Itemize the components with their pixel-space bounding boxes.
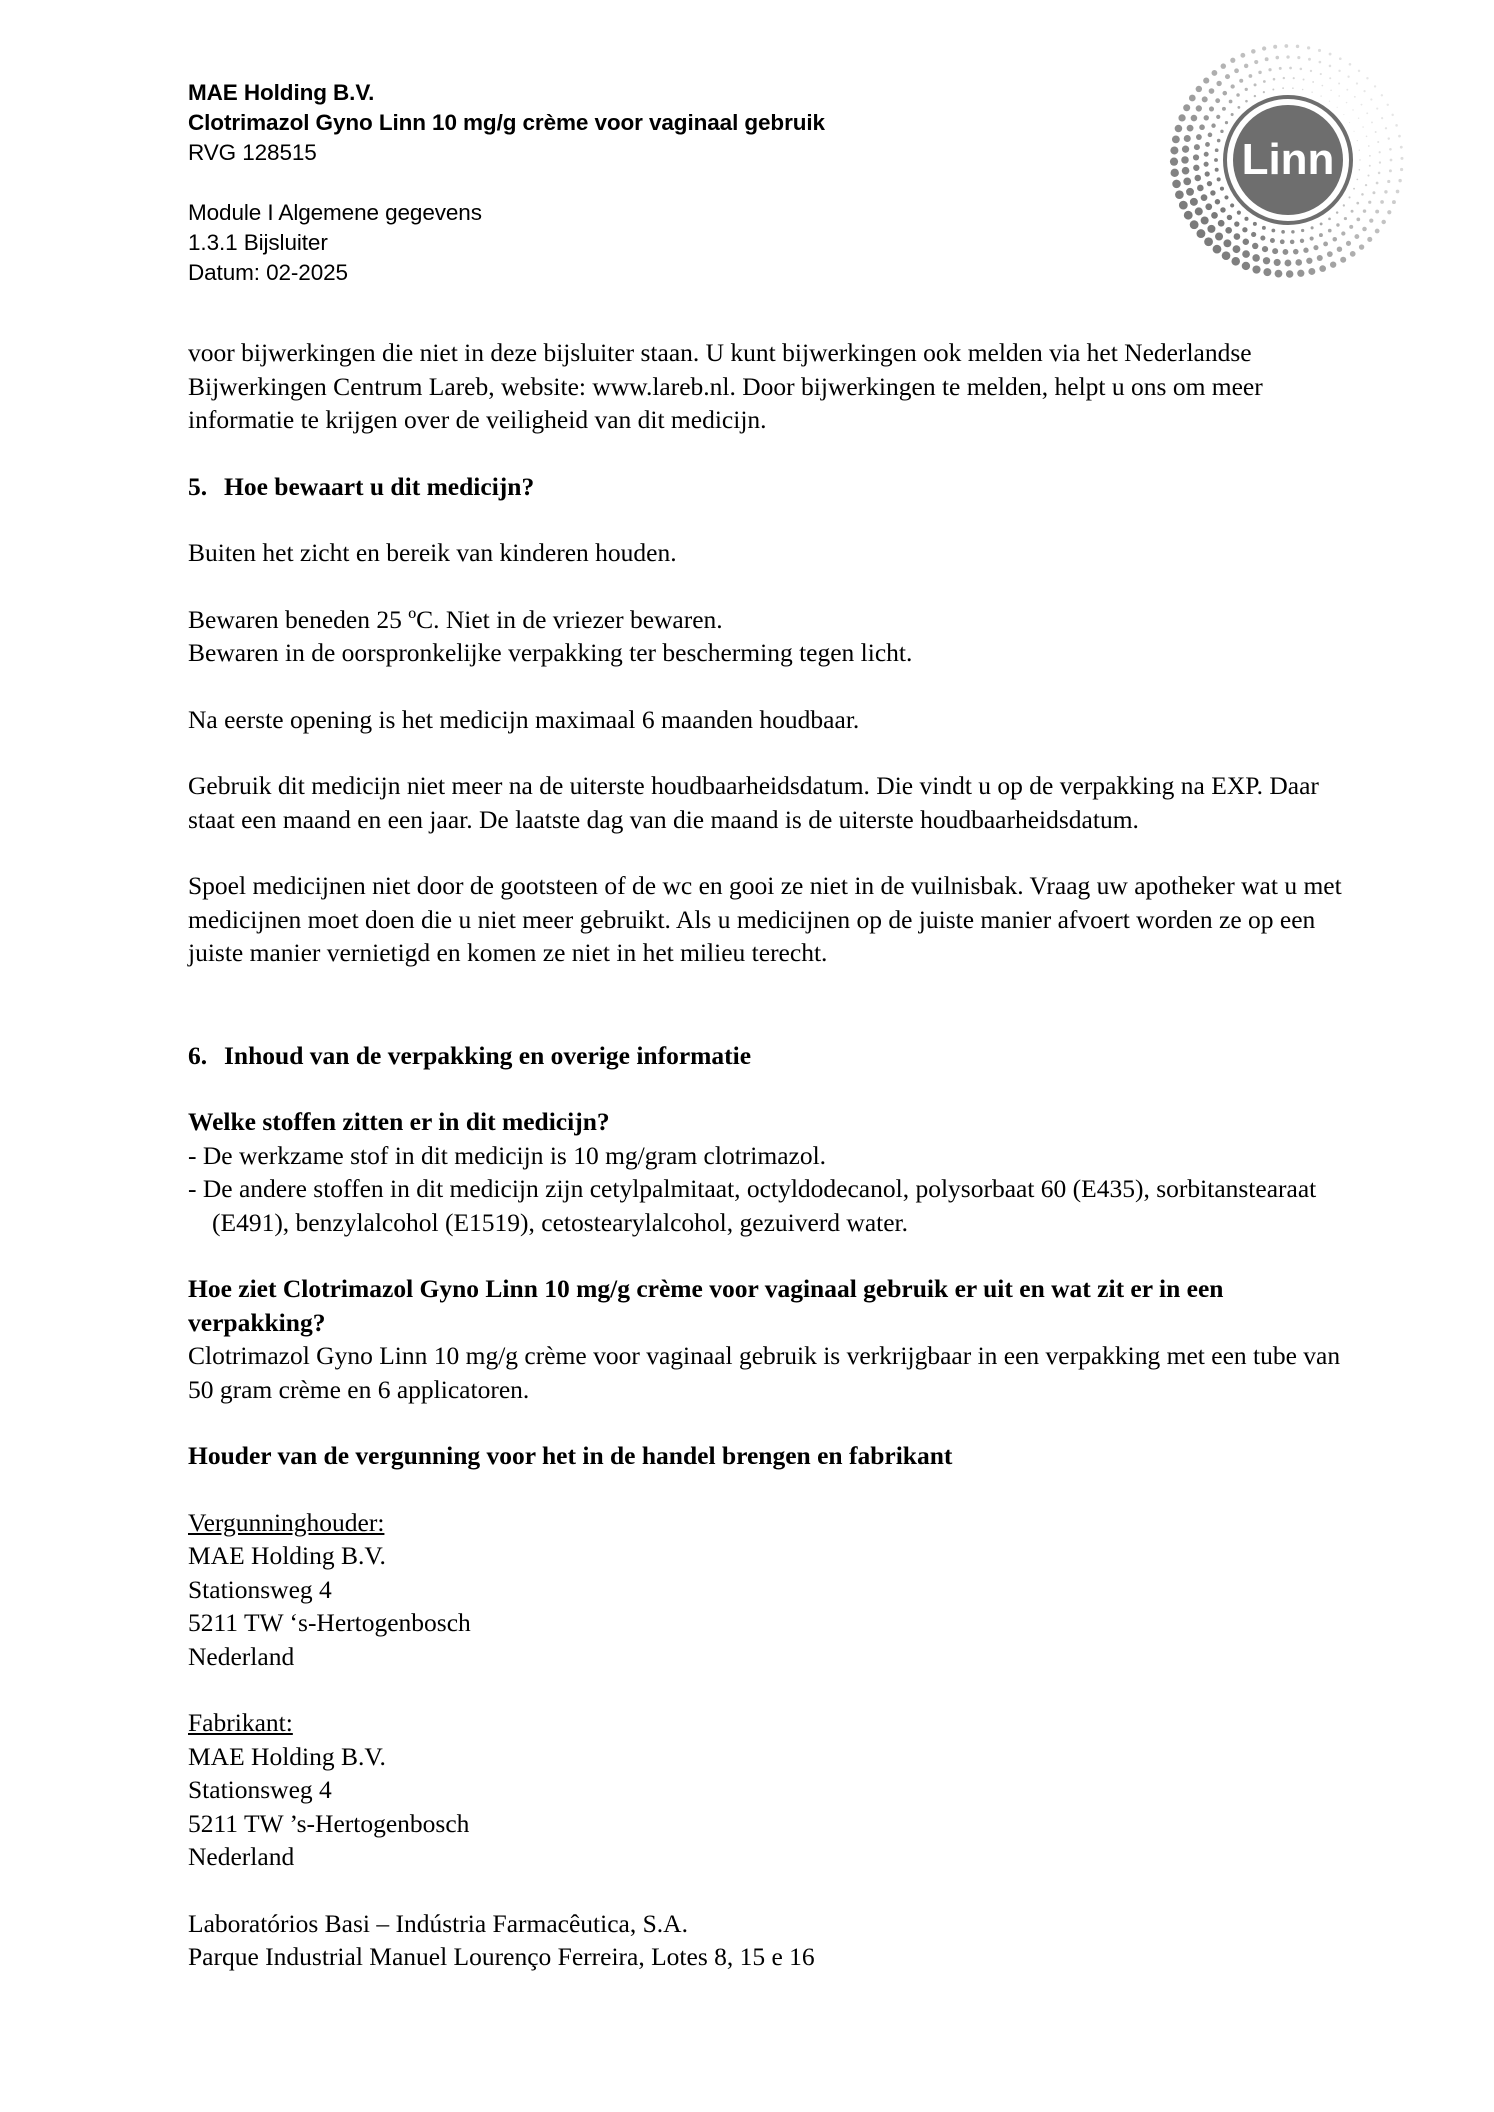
- expiry-date-paragraph: Gebruik dit medicijn niet meer na de uiterste houdbaarheidsdatum. Die vindt u op de verpakking na EXP. Daar staat een maand en een jaar. De laatste dag van die maand is de uiterste houdbaarheidsdatum.: [188, 771, 1319, 834]
- spacer: [188, 1239, 1348, 1272]
- section-6-heading: [188, 1039, 1348, 1073]
- spacer: [188, 836, 1348, 869]
- addr-line: Stationsweg 4: [188, 1775, 332, 1804]
- section-5-heading: [188, 470, 1348, 504]
- linn-logo-graphic: [1148, 36, 1416, 298]
- manufacturer-label: Fabrikant:: [188, 1708, 293, 1737]
- shelf-life-after-opening: Na eerste opening is het medicijn maximaal 6 maanden houdbaar.: [188, 704, 860, 734]
- addr-line: MAE Holding B.V.: [188, 1741, 386, 1771]
- header-module: Module I Algemene gegevens: [188, 200, 482, 225]
- manufacturer-block: [188, 1706, 1348, 1874]
- spacer: [188, 570, 1348, 603]
- substances-heading: Welke stoffen zitten er in dit medicijn?: [188, 1107, 610, 1136]
- manufacturer-secondary-block: [188, 1907, 1348, 1974]
- appearance-text: Clotrimazol Gyno Linn 10 mg/g crème voor vaginaal gebruik is verkrijgbaar in een verpakking met een tube van 50 gram crème en 6 applicatoren.: [188, 1341, 1341, 1404]
- addr-line: 5211 TW ’s-Hertogenbosch: [188, 1808, 470, 1838]
- spacer: [188, 736, 1348, 769]
- addr-line: Nederland: [188, 1842, 295, 1871]
- header-company: MAE Holding B.V.: [188, 80, 375, 105]
- addr-line: Nederland: [188, 1641, 295, 1671]
- spacer: [188, 503, 1348, 536]
- spacer: [188, 1673, 1348, 1706]
- section-5-title: Hoe bewaart u dit medicijn?: [224, 471, 535, 501]
- spacer: [188, 670, 1348, 703]
- header-section: 1.3.1 Bijsluiter: [188, 230, 328, 255]
- spacer: [188, 970, 1348, 1022]
- marketing-authorisation-label: Vergunninghouder:: [188, 1507, 385, 1537]
- spacer: [188, 1072, 1348, 1105]
- section-5-number: 5.: [188, 471, 208, 501]
- document-header: [188, 78, 1188, 288]
- intro-paragraph: voor bijwerkingen die niet in deze bijsluiter staan. U kunt bijwerkingen ook melden via het Nederlandse Bijwerkingen Centrum Lareb, website: www.lareb.nl. Door bijwerkingen te melden, helpt u ons om meer informatie te krijgen over de veiligheid van dit medicijn.: [188, 338, 1263, 434]
- marketing-authorisation-block: [188, 1506, 1348, 1674]
- spacer: [188, 1406, 1348, 1439]
- spacer: [188, 1473, 1348, 1506]
- storage-temperature-line: Bewaren beneden 25 ºC. Niet in de vriezer bewaren.: [188, 604, 723, 634]
- addr-line: Parque Industrial Manuel Lourenço Ferreira, Lotes 8, 15 e 16: [188, 1942, 815, 1971]
- header-rvg-number: RVG 128515: [188, 140, 317, 165]
- header-product-name: Clotrimazol Gyno Linn 10 mg/g crème voor vaginaal gebruik: [188, 110, 825, 135]
- spacer: [188, 1022, 1348, 1039]
- linn-logo: [1148, 36, 1416, 298]
- logo-text: Linn: [1241, 135, 1335, 184]
- header-date: Datum: 02-2025: [188, 260, 348, 285]
- header-spacer: [188, 168, 1188, 198]
- addr-line: 5211 TW ‘s-Hertogenbosch: [188, 1608, 471, 1637]
- storage-children-paragraph: Buiten het zicht en bereik van kinderen houden.: [188, 538, 677, 567]
- spacer: [188, 437, 1348, 470]
- holder-heading: Houder van de vergunning voor het in de handel brengen en fabrikant: [188, 1441, 953, 1470]
- document-body: [188, 336, 1348, 1974]
- disposal-paragraph: Spoel medicijnen niet door de gootsteen of de wc en gooi ze niet in de vuilnisbak. Vraag uw apotheker wat u met medicijnen moet doen die u niet meer gebruikt. Als u medicijnen op de juiste manier afvoert worden ze op een juiste manier vernietigd en komen ze niet in het milieu terecht.: [188, 871, 1342, 967]
- section-6-number: 6.: [188, 1040, 208, 1070]
- substances-bullet-excipients: - De andere stoffen in dit medicijn zijn cetylpalmitaat, octyldodecanol, polysorbaat 60 (E435), sorbitanstearaat (E491), benzylalcohol (E1519), cetostearylalcohol, gezuiverd water.: [188, 1174, 1317, 1237]
- addr-line: Laboratórios Basi – Indústria Farmacêutica, S.A.: [188, 1908, 688, 1938]
- addr-line: MAE Holding B.V.: [188, 1541, 386, 1570]
- addr-line: Stationsweg 4: [188, 1574, 332, 1604]
- section-6-title: Inhoud van de verpakking en overige informatie: [224, 1040, 752, 1070]
- substances-bullet-active: - De werkzame stof in dit medicijn is 10 mg/gram clotrimazol.: [188, 1140, 827, 1170]
- storage-packaging-line: Bewaren in de oorspronkelijke verpakking ter bescherming tegen licht.: [188, 638, 913, 667]
- spacer: [188, 1874, 1348, 1907]
- appearance-heading: Hoe ziet Clotrimazol Gyno Linn 10 mg/g crème voor vaginaal gebruik er uit en wat zit er in een verpakking?: [188, 1274, 1224, 1337]
